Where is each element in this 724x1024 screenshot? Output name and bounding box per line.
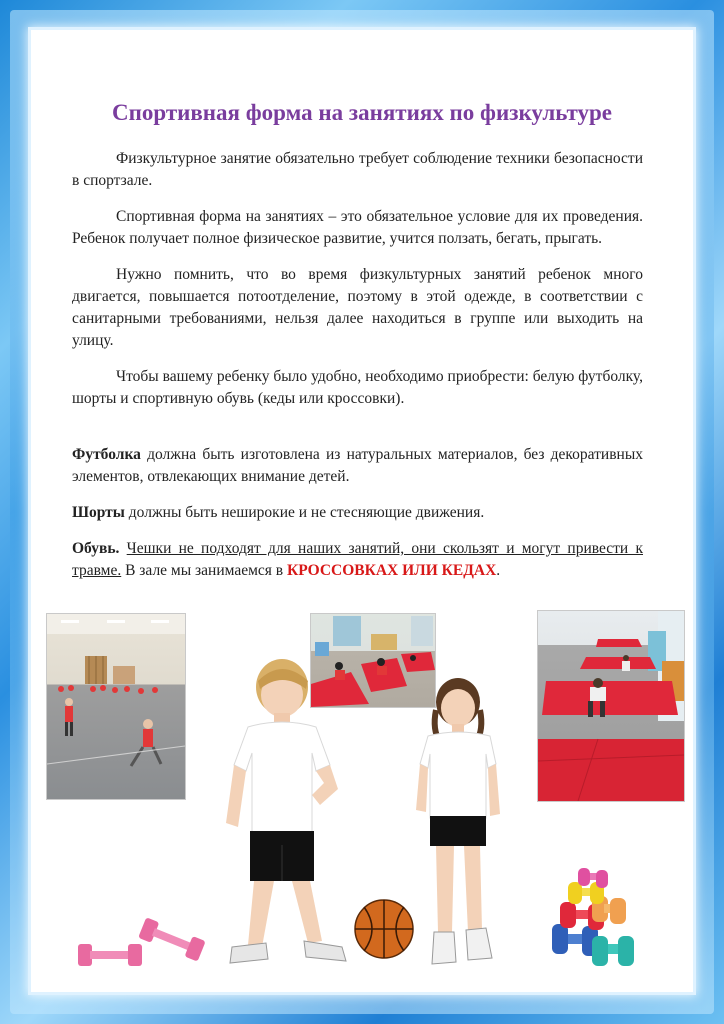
spacer — [72, 424, 643, 444]
item-tshirt-text: должна быть изготовлена из натуральных материалов, без декоративных элементов, отвлекающих внимание детей. — [72, 446, 643, 485]
item-shoes-highlight: КРОССОВКАХ ИЛИ КЕДАХ — [286, 562, 497, 579]
item-tshirt-label: Футболка — [72, 446, 141, 463]
paragraph-uniform: Спортивная форма на занятиях – это обязательное условие для их проведения. Ребенок получает полное физическое развитие, учится ползать, бегать, прыгать. — [72, 208, 643, 247]
photo-gym-hall — [537, 610, 685, 802]
basketball-icon-art — [352, 897, 416, 961]
dumbbell-stack-icon — [548, 866, 638, 976]
item-shoes-warning: Чешки не подходят для наших занятий, они скользят и могут привести к травме. — [72, 540, 643, 579]
boy-in-uniform-art — [212, 655, 362, 975]
item-shoes-text: В зале мы занимаемся в — [121, 562, 287, 579]
main-text — [72, 148, 643, 596]
dumbbells-pink-icon-art — [76, 918, 216, 972]
item-shoes — [72, 538, 643, 582]
girl-in-uniform — [408, 670, 508, 970]
photo-gym-hall-art — [538, 611, 684, 801]
item-tshirt — [72, 444, 643, 488]
paragraph-safety: Физкультурное занятие обязательно требует соблюдение техники безопасности в спортзале. — [72, 150, 643, 189]
item-shorts-label: Шорты — [72, 504, 125, 521]
page-title: Спортивная форма на занятиях по физкультуре — [111, 100, 612, 125]
boy-in-uniform — [212, 655, 362, 975]
girl-in-uniform-art — [408, 670, 508, 970]
basketball-icon — [352, 897, 416, 961]
dumbbells-pink-icon — [76, 918, 216, 972]
item-shorts-text: должны быть неширокие и не стесняющие движения. — [124, 504, 485, 521]
item-shoes-end: . — [496, 562, 501, 579]
item-shorts — [72, 502, 643, 524]
paragraph-purchase: Чтобы вашему ребенку было удобно, необходимо приобрести: белую футболку, шорты и спортивную обувь (кеды или кроссовки). — [72, 368, 643, 407]
paragraph-hygiene: Нужно помнить, что во время физкультурных занятий ребенок много двигается, повышается потоотделение, поэтому в этой одежде, в соответствии с санитарными требованиями, нельзя далее находиться в группе или выходить на улицу. — [72, 266, 643, 349]
photo-children-gym — [46, 613, 186, 800]
photo-children-gym-art — [47, 614, 185, 799]
dumbbell-stack-icon-art — [548, 866, 638, 976]
item-shoes-label: Обувь. — [72, 540, 120, 557]
